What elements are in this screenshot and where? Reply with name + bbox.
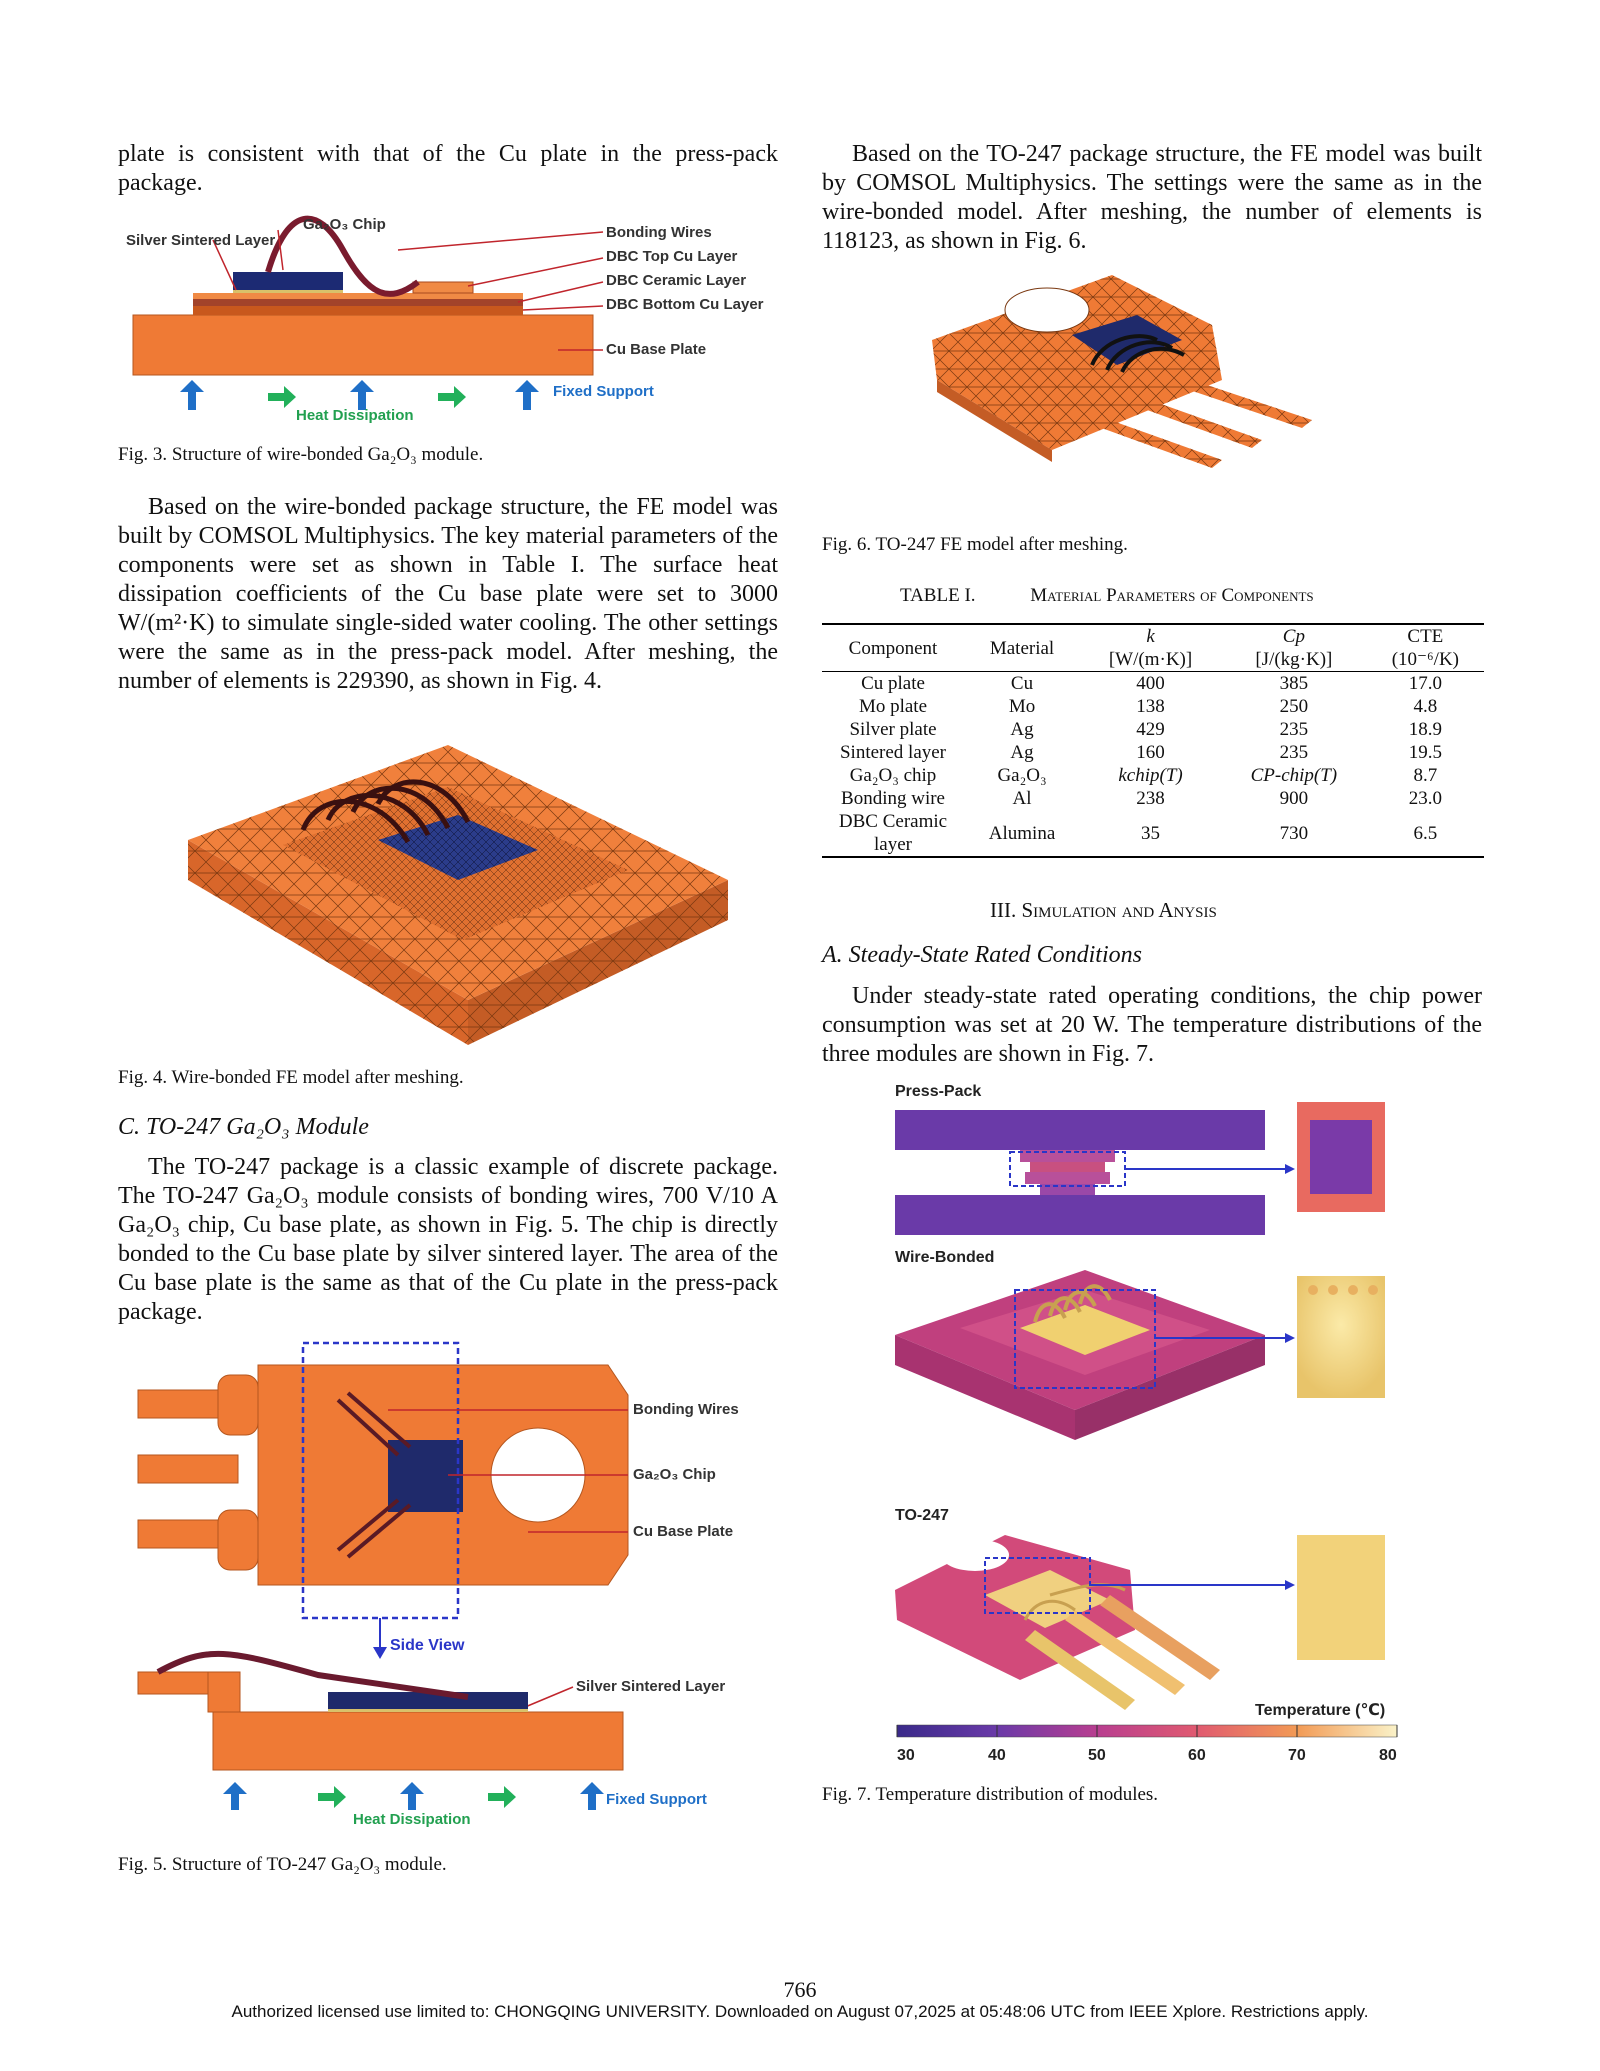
- table-row: Sintered layer Ag 160 235 19.5: [839, 742, 1442, 763]
- colorbar-tick-label: 40: [988, 1747, 1006, 1764]
- fig7-legend-title: Temperature (℃): [1255, 1702, 1386, 1719]
- fig3-label-silver: Silver Sintered Layer: [126, 232, 276, 249]
- th-k-unit: [W/(m·K)]: [1108, 649, 1193, 670]
- th-k-symbol: k: [1146, 626, 1155, 647]
- paragraph-steady-state: Under steady-state rated operating conditions, the chip power consumption was set at 20 W. The temperature distributions of the three modules are shown in Fig. 7.: [822, 983, 1482, 1067]
- th-k: [1080, 624, 1221, 672]
- th-cte-symbol: CTE: [1407, 626, 1444, 647]
- fig5-label-fixed: Fixed Support: [606, 1791, 707, 1808]
- fig3-label-dbc-bottom: DBC Bottom Cu Layer: [606, 296, 764, 313]
- table-row: Bonding wire Al 238 900 23.0: [841, 788, 1442, 809]
- fig3-label-chip: Ga₂O₃ Chip: [303, 216, 386, 233]
- paragraph-continuation: plate is consistent with that of the Cu plate in the press-pack package.: [118, 141, 778, 196]
- paragraph-to247-model: Based on the TO-247 package structure, the FE model was built by COMSOL Multiphysics. The settings were the same as in the wire-bonded model. After meshing, the number of elements is 118123, as shown in Fig. 6.: [822, 141, 1482, 254]
- th-cte-unit: (10⁻⁶/K): [1391, 649, 1460, 670]
- material-table: [822, 623, 1484, 858]
- fig6-caption: Fig. 6. TO-247 FE model after meshing.: [822, 534, 1128, 555]
- page-number: 766: [783, 1977, 817, 2002]
- fig7-caption: Fig. 7. Temperature distribution of modules.: [822, 1784, 1159, 1805]
- fig3-label-heat: Heat Dissipation: [296, 407, 414, 424]
- colorbar-tick-label: 50: [1088, 1747, 1106, 1764]
- paragraph-to247: The TO-247 package is a classic example of discrete package. The TO-247 Ga₂O₃ module consists of bonding wires, 700 V/10 A Ga₂O₃ chip, Cu base plate, as shown in Fig. 5. The chip is directly bonded to the Cu base plate by silver sintered layer. The area of the Cu base plate is the same as that of the Cu plate in the press-pack package.: [118, 1154, 778, 1325]
- section-c-heading: C. TO-247 Ga₂O₃ Module: [118, 1114, 369, 1140]
- th-cp-unit: [J/(kg·K)]: [1255, 649, 1333, 670]
- fig3-label-fixed: Fixed Support: [553, 383, 654, 400]
- fig3-label-bonding: Bonding Wires: [606, 224, 712, 241]
- colorbar-tick-label: 60: [1188, 1747, 1206, 1764]
- fig5-to247-structure: [118, 1335, 778, 1835]
- fig3-wire-bonded-structure: [118, 210, 778, 430]
- fig5-caption: Fig. 5. Structure of TO-247 Ga₂O₃ module.: [118, 1854, 447, 1875]
- th-material: Material: [989, 637, 1055, 659]
- colorbar-tick-label: 70: [1288, 1747, 1306, 1764]
- table-row: Mo plate Mo 138 250 4.8: [858, 696, 1438, 717]
- th-cp: [1221, 624, 1367, 672]
- fig5-label-bonding: Bonding Wires: [633, 1401, 739, 1418]
- th-cte: [1367, 624, 1484, 672]
- fig4-caption: Fig. 4. Wire-bonded FE model after meshing.: [118, 1067, 464, 1088]
- fig5-label-base: Cu Base Plate: [633, 1523, 734, 1540]
- colorbar-tick-label: 80: [1379, 1747, 1397, 1764]
- table-title-num: TABLE I.: [900, 585, 976, 606]
- fig7-label-press-pack: Press-Pack: [895, 1083, 982, 1100]
- fig3-label-base: Cu Base Plate: [606, 341, 707, 358]
- fig3-caption: Fig. 3. Structure of wire-bonded Ga₂O₃ module.: [118, 444, 484, 465]
- fig5-label-side: Side View: [390, 1637, 465, 1654]
- section-a-heading: A. Steady-State Rated Conditions: [822, 942, 1142, 968]
- table-row: Ga₂O₃ chip Ga₂O₃ kchip(T) CP-chip(T) 8.7: [849, 765, 1438, 786]
- fig3-label-dbc-top: DBC Top Cu Layer: [606, 248, 738, 265]
- license-footer: Authorized licensed use limited to: CHONGQING UNIVERSITY. Downloaded on August 07,2025 at 05:48:06 UTC from IEEE Xplore. Restrictions apply.: [231, 2002, 1369, 2021]
- fig4-wire-bonded-mesh: [118, 730, 778, 1060]
- fig5-label-heat: Heat Dissipation: [353, 1811, 471, 1828]
- table-title: [900, 585, 1314, 607]
- th-component: Component: [848, 637, 938, 659]
- colorbar-tick-label: 30: [897, 1747, 915, 1764]
- paragraph-wire-bonded-model: Based on the wire-bonded package structure, the FE model was built by COMSOL Multiphysics. The key material parameters of the components were set as shown in Table I. The surface heat dissipation coefficients of the Cu base plate were set to 3000 W/(m²·K) to simulate single-sided water cooling. The other settings were the same as in the press-pack model. After meshing, the number of elements is 229390, as shown in Fig. 4.: [118, 494, 778, 694]
- fig5-label-chip: Ga₂O₃ Chip: [633, 1466, 716, 1483]
- table-row: Silver plate Ag 429 235 18.9: [849, 719, 1442, 740]
- fig5-label-silver: Silver Sintered Layer: [576, 1678, 726, 1695]
- fig6-to247-mesh: [922, 270, 1382, 520]
- th-cp-symbol: Cp: [1282, 626, 1305, 647]
- fig7-label-wire-bonded: Wire-Bonded: [895, 1249, 995, 1266]
- fig7-label-to247: TO-247: [895, 1507, 949, 1524]
- section-3-heading: III. Simulation and Anysis: [990, 898, 1217, 922]
- fig3-label-dbc-ceramic: DBC Ceramic Layer: [606, 272, 747, 289]
- fig7-temperature-distribution: [885, 1080, 1425, 1770]
- table-row: Cu plate Cu 400 385 17.0: [861, 673, 1442, 694]
- table-title-text: Material Parameters of Components: [1030, 585, 1314, 606]
- table-row: DBC Ceramic layer Alumina 35 730 6.5: [838, 811, 1438, 855]
